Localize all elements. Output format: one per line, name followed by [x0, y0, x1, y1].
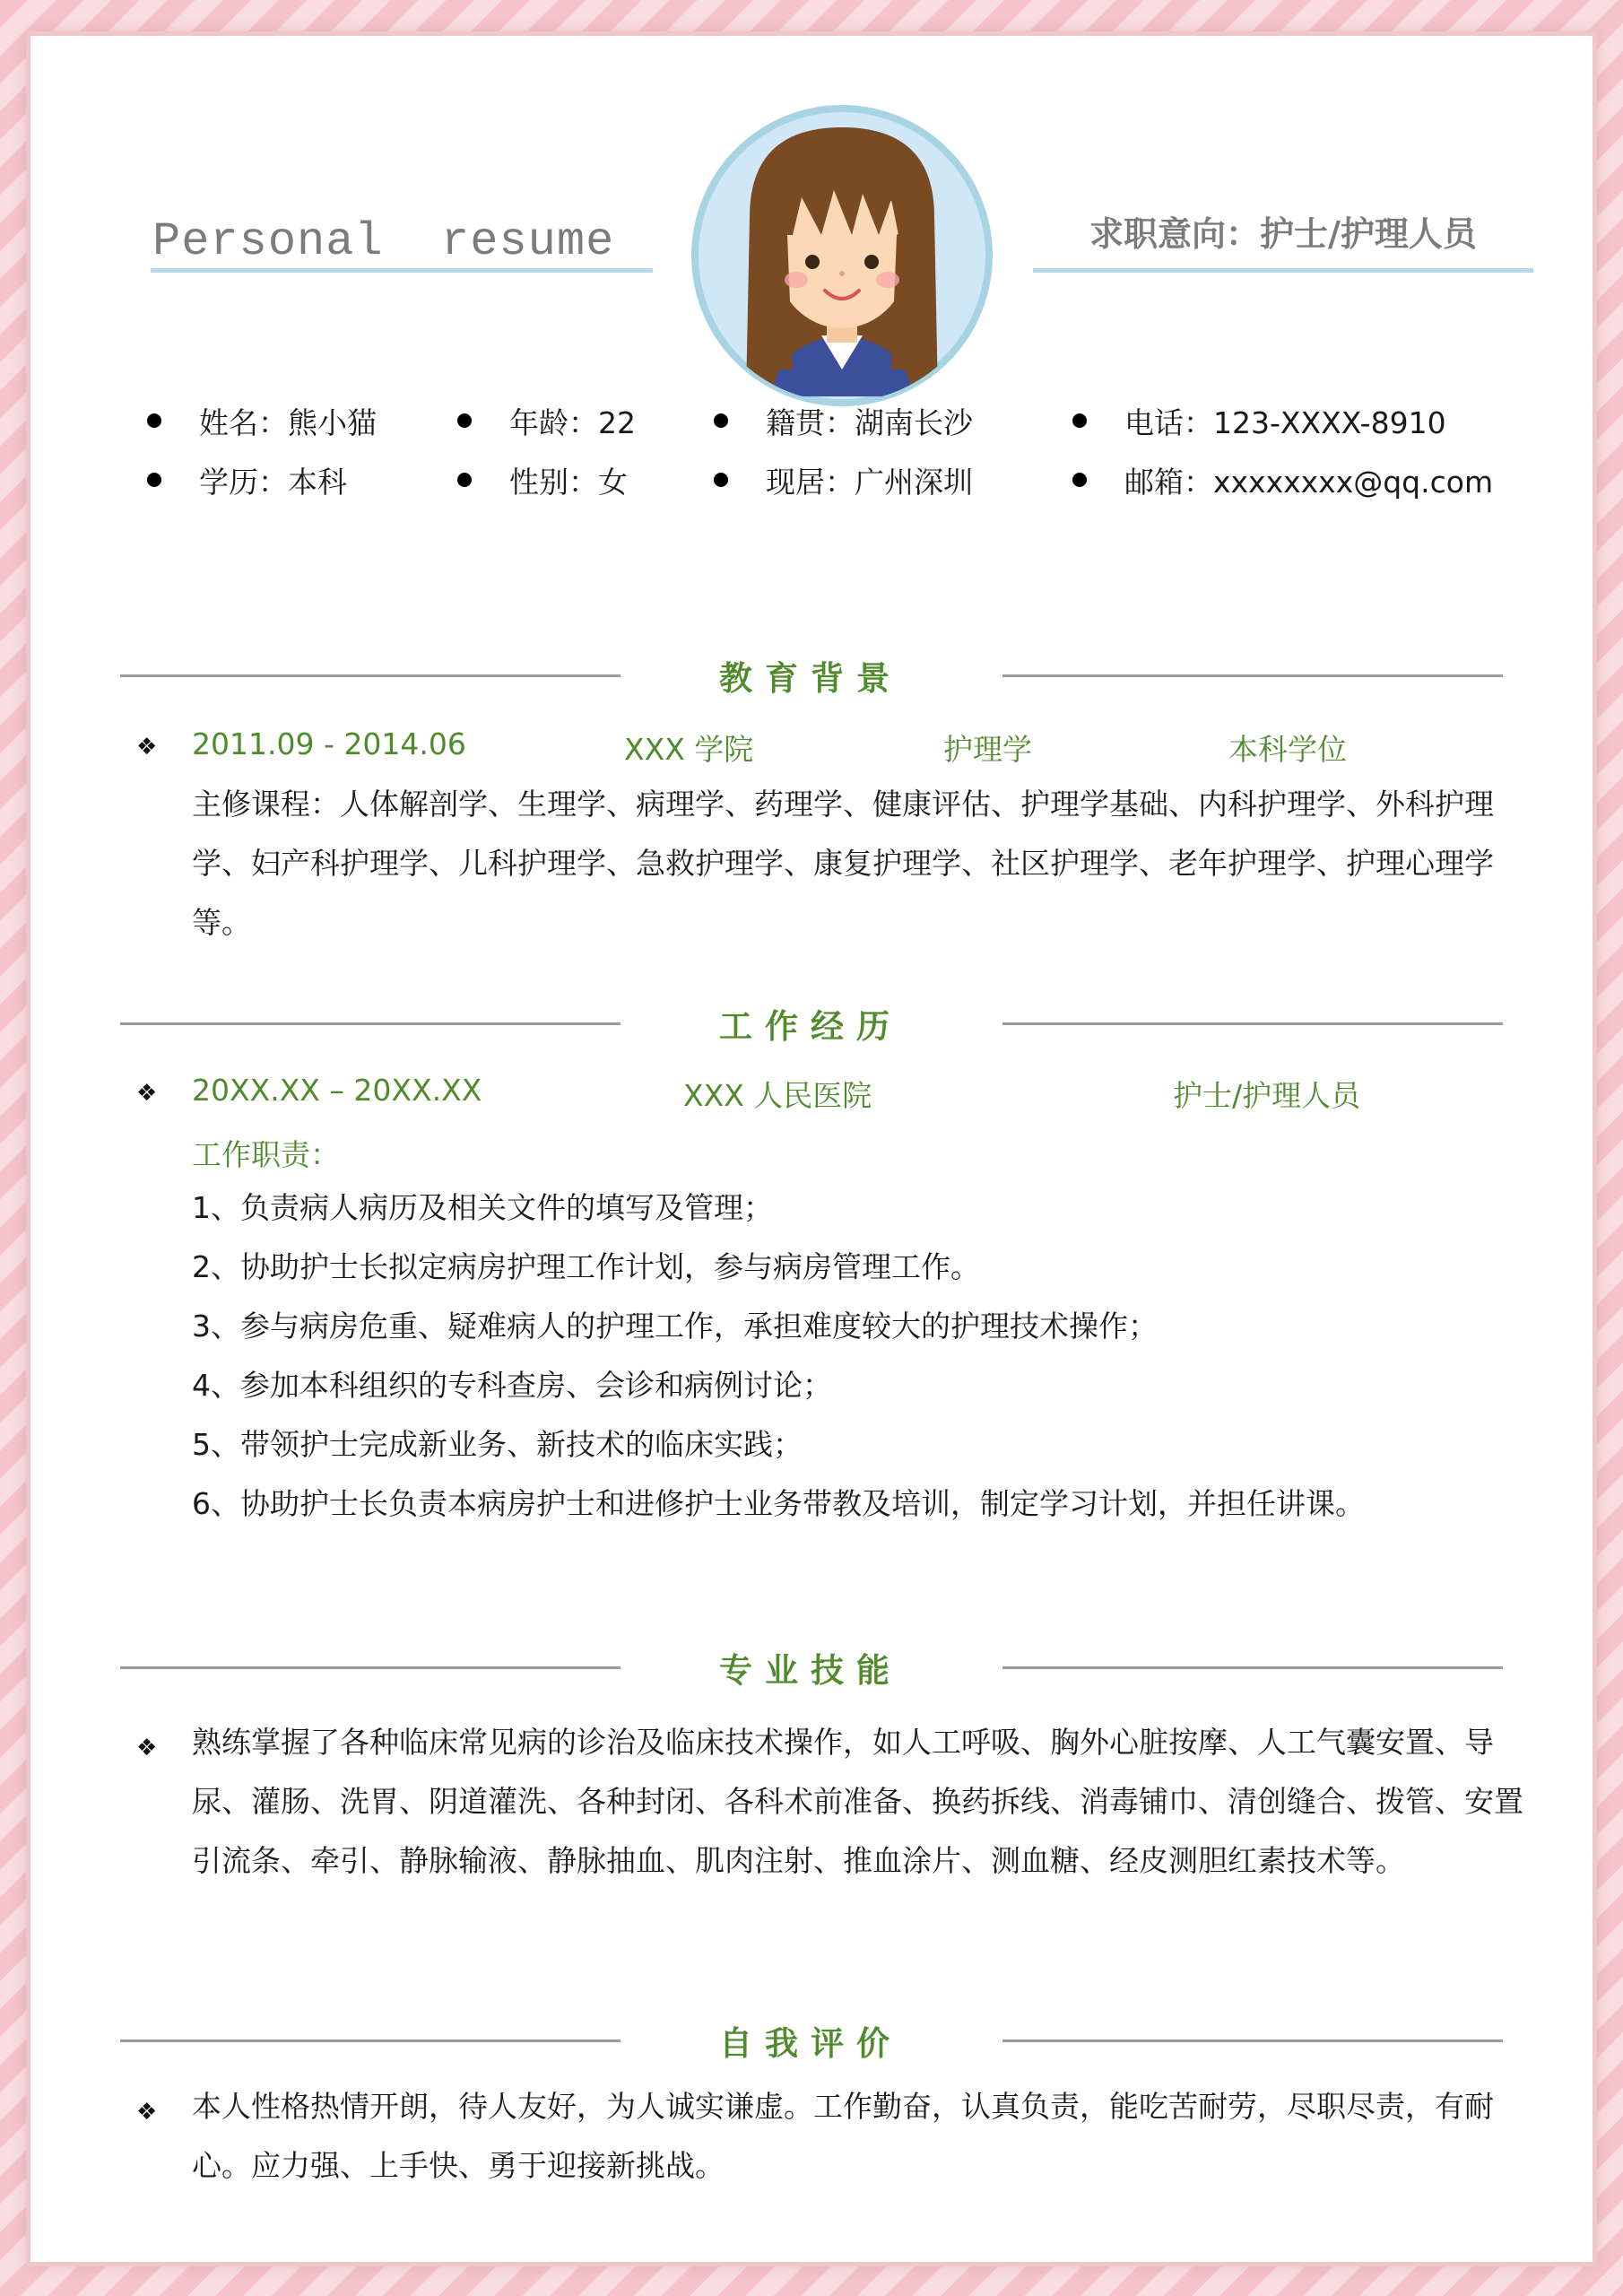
- info-gender-text: 性别：女: [509, 464, 628, 500]
- diamond-bullet-icon: ❖: [136, 1080, 158, 1107]
- duty-item: 3、参与病房危重、疑难病人的护理工作，承担难度较大的护理技术操作；: [192, 1309, 1158, 1344]
- section-divider-left: [120, 2039, 621, 2042]
- work-duties-list: [192, 1178, 1519, 1534]
- self-eval-line: 本人性格热情开朗，待人友好，为人诚实谦虚。工作勤奋，认真负责，能吃苦耐劳，尽职尽责，有耐: [192, 2089, 1494, 2124]
- resume-title: Personal resume: [152, 215, 615, 268]
- section-divider-right: [1002, 674, 1503, 677]
- bullet-dot: [714, 413, 728, 428]
- diamond-bullet-icon: ❖: [136, 2099, 158, 2126]
- work-company: XXX 人民医院: [683, 1078, 872, 1113]
- education-school: XXX 学院: [624, 732, 754, 767]
- self-eval-section-title: 自我评价: [719, 2024, 902, 2063]
- work-section-title: 工作经历: [719, 1007, 902, 1046]
- bullet-dot: [1072, 413, 1087, 428]
- section-divider-left: [120, 1666, 621, 1669]
- info-email-text: 邮箱：xxxxxxxx@qq.com: [1124, 464, 1494, 500]
- info-age-text: 年龄：22: [509, 404, 636, 440]
- bullet-dot: [147, 413, 161, 428]
- work-position: 护士/护理人员: [1173, 1078, 1361, 1113]
- work-period: 20XX.XX – 20XX.XX: [192, 1073, 482, 1108]
- header-divider-left: [151, 268, 653, 273]
- info-education-text: 学历：本科: [199, 464, 347, 500]
- info-email: [1072, 457, 1493, 502]
- education-courses: [192, 775, 1519, 952]
- section-divider-right: [1002, 1666, 1503, 1669]
- section-divider-left: [120, 674, 621, 677]
- section-divider-left: [120, 1022, 621, 1025]
- bullet-dot: [457, 473, 472, 487]
- education-period: 2011.09 - 2014.06: [192, 726, 466, 761]
- info-hometown-text: 籍贯：湖南长沙: [766, 404, 973, 440]
- skills-section-title: 专业技能: [719, 1651, 902, 1690]
- courses-line: 学、妇产科护理学、儿科护理学、急救护理学、康复护理学、社区护理学、老年护理学、护理心理学: [192, 846, 1494, 881]
- info-name-text: 姓名：熊小猫: [199, 404, 377, 440]
- info-age: [457, 398, 636, 443]
- self-eval-line: 心。应力强、上手快、勇于迎接新挑战。: [192, 2148, 725, 2183]
- info-phone-text: 电话：123-XXXX-8910: [1124, 404, 1446, 440]
- education-section-title: 教育背景: [719, 659, 902, 698]
- header-divider-right: [1033, 268, 1533, 273]
- info-education: [147, 457, 347, 502]
- avatar: [687, 100, 997, 411]
- work-duties-label: 工作职责：: [192, 1137, 340, 1172]
- bullet-dot: [1072, 473, 1087, 487]
- skills-line: 引流条、牵引、静脉输液、静脉抽血、肌肉注射、推血涂片、测血糖、经皮测胆红素技术等。: [192, 1843, 1405, 1878]
- bullet-dot: [457, 413, 472, 428]
- job-objective: 求职意向：护士/护理人员: [1089, 214, 1477, 254]
- duty-item: 1、负责病人病历及相关文件的填写及管理；: [192, 1190, 773, 1225]
- resume-sheet: [30, 36, 1593, 2262]
- duty-item: 4、参加本科组织的专科查房、会诊和病例讨论；: [192, 1368, 832, 1403]
- info-gender: [457, 457, 628, 502]
- skills-line: 熟练掌握了各种临床常见病的诊治及临床技术操作，如人工呼吸、胸外心脏按摩、人工气囊安置、导: [192, 1725, 1494, 1760]
- duty-item: 2、协助护士长拟定病房护理工作计划，参与病房管理工作。: [192, 1249, 980, 1284]
- courses-line: 主修课程：人体解剖学、生理学、病理学、药理学、健康评估、护理学基础、内科护理学、外科护理: [192, 787, 1494, 822]
- education-degree: 本科学位: [1228, 732, 1347, 767]
- section-divider-right: [1002, 1022, 1503, 1025]
- bullet-dot: [714, 473, 728, 487]
- duty-item: 5、带领护士完成新业务、新技术的临床实践；: [192, 1427, 803, 1462]
- info-residence-text: 现居：广州深圳: [766, 464, 973, 500]
- info-name: [147, 398, 377, 443]
- bullet-dot: [147, 473, 161, 487]
- self-eval-text: [192, 2077, 1519, 2196]
- diamond-bullet-icon: ❖: [136, 1735, 158, 1761]
- info-hometown: [714, 398, 973, 443]
- skills-line: 尿、灌肠、洗胃、阴道灌洗、各种封闭、各科术前准备、换药拆线、消毒铺巾、清创缝合、拨管、安置: [192, 1784, 1523, 1819]
- duty-item: 6、协助护士长负责本病房护士和进修护士业务带教及培训，制定学习计划，并担任讲课。: [192, 1486, 1365, 1521]
- skills-text: [192, 1713, 1537, 1891]
- section-divider-right: [1002, 2039, 1503, 2042]
- diamond-bullet-icon: ❖: [136, 734, 158, 761]
- courses-line: 等。: [192, 905, 251, 940]
- info-phone: [1072, 398, 1446, 443]
- info-residence: [714, 457, 973, 502]
- education-major: 护理学: [943, 732, 1032, 767]
